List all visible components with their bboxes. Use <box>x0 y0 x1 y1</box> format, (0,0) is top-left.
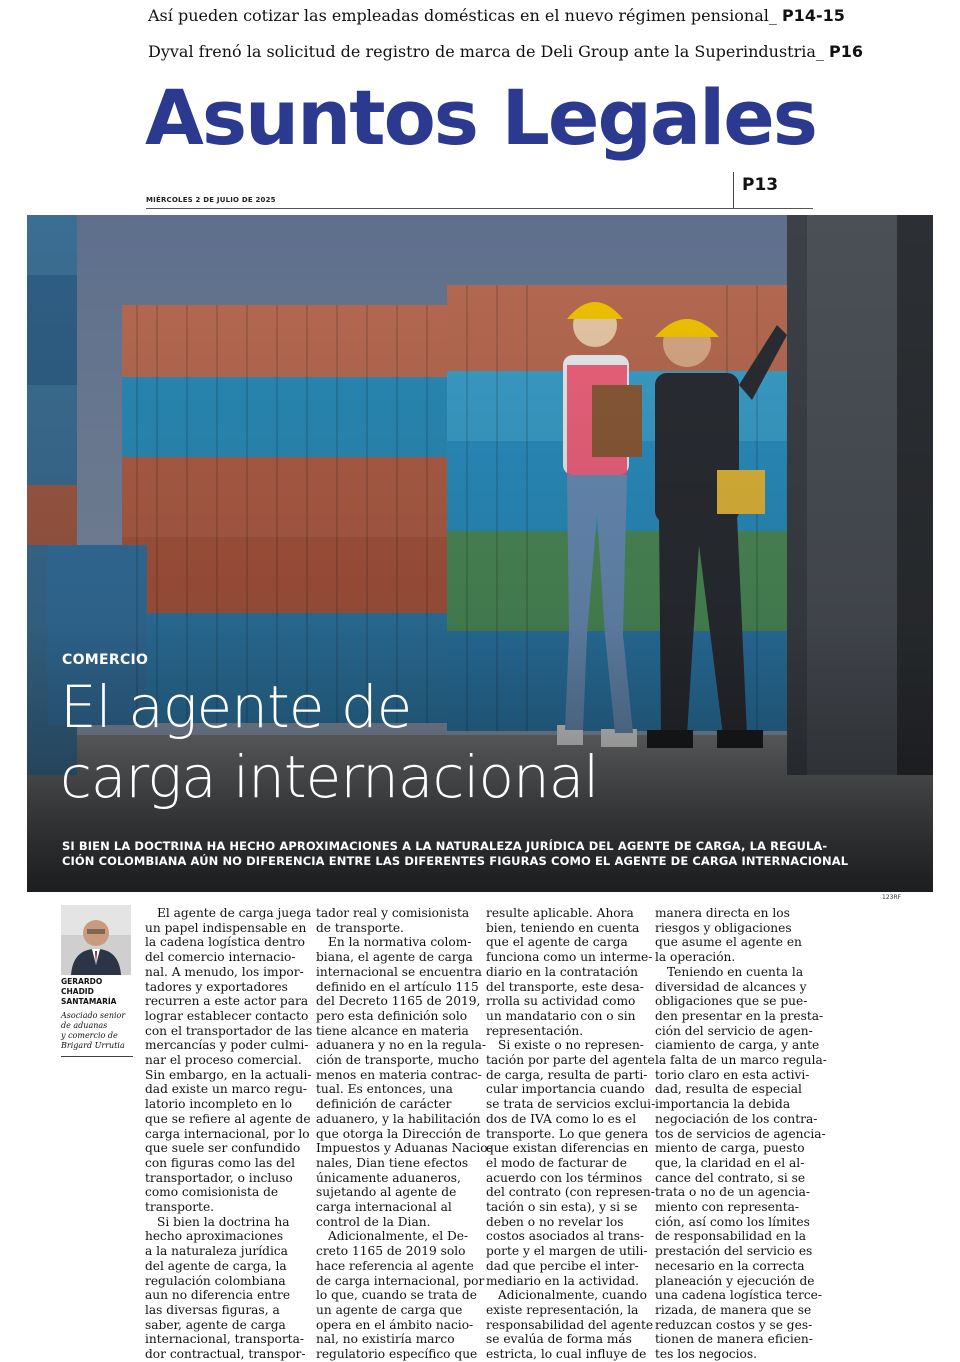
body-line: Teniendo en cuenta la <box>667 964 804 979</box>
body-line: hace referencia al agente <box>316 1258 474 1273</box>
body-line: representación. <box>486 1023 584 1038</box>
body-line: ción de transporte, mucho <box>316 1053 480 1068</box>
body-line: resulte aplicable. Ahora <box>486 906 634 920</box>
body-line: dad existe un marco regu- <box>145 1082 308 1097</box>
body-line: lo que, cuando se trata de <box>316 1288 477 1303</box>
body-line: tual. Es entonces, una <box>316 1082 453 1097</box>
body-line: a la naturaleza jurídica <box>145 1244 288 1259</box>
body-line: bien, teniendo en cuenta <box>486 920 640 935</box>
author-role: Asociado senior de aduanas y comercio de Brigard Urrutia <box>61 1011 126 1050</box>
body-line: de transporte. <box>316 920 404 935</box>
body-line: torio claro en esta activi- <box>655 1067 810 1082</box>
body-line: Adicionalmente, cuando <box>498 1288 647 1303</box>
body-line: del agente de carga, la <box>145 1258 287 1273</box>
body-line: importancia la debida <box>655 1097 791 1112</box>
body-line: diario en la contratación <box>486 964 638 979</box>
photo-credit: 123RF <box>882 894 902 901</box>
body-line: con figuras como las del <box>145 1155 296 1170</box>
body-line: control de la Dian. <box>316 1214 431 1229</box>
body-line: menos en materia contrac- <box>316 1067 482 1082</box>
body-line: En la normativa colom- <box>328 935 472 950</box>
body-line: que asume el agente en <box>655 935 802 950</box>
body-line: las diversas figuras, a <box>145 1302 280 1317</box>
masthead-divider <box>146 208 813 209</box>
body-column-3 <box>486 906 656 1362</box>
body-line: un mandatario con o sin <box>486 1008 636 1023</box>
body-line: acuerdo con los términos <box>486 1170 643 1185</box>
body-line: con el transportador de las <box>145 1023 313 1038</box>
body-line: hecho aproximaciones <box>145 1229 284 1244</box>
body-line: existe representación, la <box>486 1302 639 1317</box>
body-line: den presentar en la presta- <box>655 1008 824 1023</box>
hero-photo <box>27 215 933 892</box>
body-line: dad que percibe el inter- <box>486 1258 639 1273</box>
body-line: manera directa en los <box>655 906 790 920</box>
body-line: cance del contrato, si se <box>655 1170 806 1185</box>
body-line: carga internacional al <box>316 1200 452 1215</box>
body-line: internacional se encuentra <box>316 964 482 979</box>
teaser-2-page: P16 <box>829 42 864 61</box>
author-name: GERARDO CHADID SANTAMARÍA <box>61 977 117 1006</box>
body-line: sujetando al agente de <box>316 1185 457 1200</box>
body-line: del transporte, este desa- <box>486 979 644 994</box>
body-column-1 <box>145 906 313 1362</box>
body-line: nales, Dian tiene efectos <box>316 1155 469 1170</box>
body-line: tos de servicios de agencia- <box>655 1126 826 1141</box>
page-number-box <box>733 172 814 208</box>
article-deck <box>62 839 882 869</box>
body-line: transporte. Lo que genera <box>486 1126 649 1141</box>
body-line: carga internacional, por lo <box>145 1126 310 1141</box>
body-line: la operación. <box>655 950 736 965</box>
body-line: funciona como un interme- <box>486 950 653 965</box>
body-line: Sin embargo, en la actuali- <box>145 1067 312 1082</box>
body-line: la cadena logística dentro <box>145 935 306 950</box>
body-line: una cadena logística terce- <box>655 1288 822 1303</box>
body-line: dos de IVA como lo es el <box>486 1111 637 1126</box>
body-line: la falta de un marco regula- <box>655 1053 827 1068</box>
body-line: Impuestos y Aduanas Nacio- <box>316 1141 492 1156</box>
body-line: diversidad de alcances y <box>655 979 807 994</box>
body-line: rizada, de manera que se <box>655 1302 812 1317</box>
body-line: mercancías y poder culmi- <box>145 1038 309 1053</box>
body-line: negociación de los contra- <box>655 1111 818 1126</box>
body-line: un agente de carga que <box>316 1302 463 1317</box>
body-line: un papel indispensable en <box>145 920 307 935</box>
body-line: del contrato (con represen- <box>486 1185 655 1200</box>
body-line: opera en el ámbito nacio- <box>316 1317 474 1332</box>
teaser-2-text: Dyval frenó la solicitud de registro de marca de Deli Group ante la Superindustria_ <box>148 42 824 61</box>
headline-line-1: El agente de <box>60 673 412 741</box>
author-avatar <box>61 905 131 975</box>
body-line: deben o no revelar los <box>486 1214 624 1229</box>
body-line: Si bien la doctrina ha <box>157 1214 290 1229</box>
body-line: obligaciones que se pue- <box>655 994 808 1009</box>
body-line: internacional, transporta- <box>145 1332 304 1347</box>
body-line: nar el proceso comercial. <box>145 1053 302 1068</box>
article-headline <box>60 672 598 812</box>
body-line: se evalúa de forma más <box>486 1332 632 1347</box>
body-line: aduanera y no en la regula- <box>316 1038 486 1053</box>
body-line: tación por parte del agente <box>486 1053 655 1068</box>
body-line: Adicionalmente, el De- <box>328 1229 469 1244</box>
body-line: prestación del servicio es <box>655 1244 813 1259</box>
body-line: únicamente aduaneros, <box>316 1170 461 1185</box>
body-line: aun no diferencia entre <box>145 1288 291 1303</box>
body-line: se trata de servicios exclui- <box>486 1097 656 1112</box>
body-line: transporte. <box>145 1200 215 1215</box>
body-line: tes los negocios. <box>655 1347 757 1362</box>
body-line: que otorga la Dirección de <box>316 1126 481 1141</box>
body-line: mediario en la actividad. <box>486 1273 640 1288</box>
body-line: nal, no existiría marco <box>316 1332 455 1347</box>
body-line: ción, así como los límites <box>655 1214 810 1229</box>
body-line: tación o sin esta), y si se <box>486 1200 638 1215</box>
deck-line-2: CIÓN COLOMBIANA AÚN NO DIFERENCIA ENTRE LAS DIFERENTES FIGURAS COMO EL AGENTE DE CARGA INTERNACIONAL <box>62 854 849 868</box>
body-line: pero esta definición solo <box>316 1008 468 1023</box>
body-line: definido en el artículo 115 <box>316 979 479 994</box>
body-line: cular importancia cuando <box>486 1082 645 1097</box>
body-line: de responsabilidad en la <box>655 1229 807 1244</box>
body-line: rrolla su actividad como <box>486 994 636 1009</box>
body-line: necesario en la correcta <box>655 1258 805 1273</box>
body-line: latorio incompleto en lo <box>145 1097 292 1112</box>
page-number: P13 <box>742 175 779 195</box>
body-line: creto 1165 de 2019 solo <box>316 1244 466 1259</box>
body-line: ción del servicio de agen- <box>655 1023 813 1038</box>
body-column-2 <box>316 906 492 1362</box>
body-column-4 <box>655 906 827 1362</box>
body-line: definición de carácter <box>316 1097 452 1112</box>
body-line: que, la claridad en el al- <box>655 1155 805 1170</box>
body-line: que suele ser confundido <box>145 1141 301 1156</box>
body-line: regulatorio específico que <box>316 1347 478 1362</box>
body-line: recurren a este actor para <box>145 994 309 1009</box>
body-line: dor contractual, transpor- <box>145 1347 306 1362</box>
body-line: de carga, resulta de parti- <box>486 1067 648 1082</box>
body-line: planeación y ejecución de <box>655 1273 815 1288</box>
body-line: responsabilidad del agente <box>486 1317 654 1332</box>
body-line: transportador, o incluso <box>145 1170 293 1185</box>
body-line: porte y el margen de utili- <box>486 1244 648 1259</box>
body-line: tadores y exportadores <box>145 979 288 994</box>
dateline: MIÉRCOLES 2 DE JULIO DE 2025 <box>146 196 276 204</box>
teaser-1-page: P14-15 <box>781 6 845 25</box>
body-line: que se refiere al agente de <box>145 1111 311 1126</box>
body-line: como comisionista de <box>145 1185 279 1200</box>
author-divider <box>61 1056 133 1057</box>
masthead-title: Asuntos Legales <box>145 73 816 162</box>
body-line: que existan diferencias en <box>486 1141 649 1156</box>
body-line: que el agente de carga <box>486 935 628 950</box>
body-line: miento de carga, puesto <box>655 1141 805 1156</box>
body-line: tiene alcance en materia <box>316 1023 469 1038</box>
body-line: miento con representa- <box>655 1200 799 1215</box>
body-line: del comercio internacio- <box>145 950 296 965</box>
body-line: biana, el agente de carga <box>316 950 473 965</box>
body-line: costos asociados al trans- <box>486 1229 645 1244</box>
headline-line-2: carga internacional <box>60 743 599 811</box>
body-line: Si existe o no represen- <box>498 1038 644 1053</box>
body-line: tador real y comisionista <box>316 906 470 920</box>
body-line: lograr establecer contacto <box>145 1008 309 1023</box>
deck-line-1: SI BIEN LA DOCTRINA HA HECHO APROXIMACIONES A LA NATURALEZA JURÍDICA DEL AGENTE DE CARGA, LA REGULA- <box>62 839 828 853</box>
body-line: de carga internacional, por <box>316 1273 485 1288</box>
body-line: estricta, lo cual influye de <box>486 1347 647 1362</box>
body-line: ciamiento de carga, y ante <box>655 1038 820 1053</box>
section-kicker: COMERCIO <box>62 652 149 668</box>
body-line: el modo de facturar de <box>486 1155 627 1170</box>
teaser-link-1[interactable] <box>148 6 845 25</box>
body-line: tionen de manera eficien- <box>655 1332 813 1347</box>
body-line: trata o no de un agencia- <box>655 1185 810 1200</box>
body-line: del Decreto 1165 de 2019, <box>316 994 481 1009</box>
body-line: nal. A menudo, los impor- <box>145 964 304 979</box>
teaser-1-text: Así pueden cotizar las empleadas domésticas en el nuevo régimen pensional_ <box>148 6 777 25</box>
body-line: El agente de carga juega <box>157 906 312 920</box>
body-line: aduanero, y la habilitación <box>316 1111 481 1126</box>
body-line: dad, resulta de especial <box>655 1082 802 1097</box>
body-line: regulación colombiana <box>145 1273 286 1288</box>
body-line: saber, agente de carga <box>145 1317 286 1332</box>
body-line: riesgos y obligaciones <box>655 920 792 935</box>
body-line: reduzcan costos y se ges- <box>655 1317 813 1332</box>
teaser-link-2[interactable] <box>148 42 863 61</box>
